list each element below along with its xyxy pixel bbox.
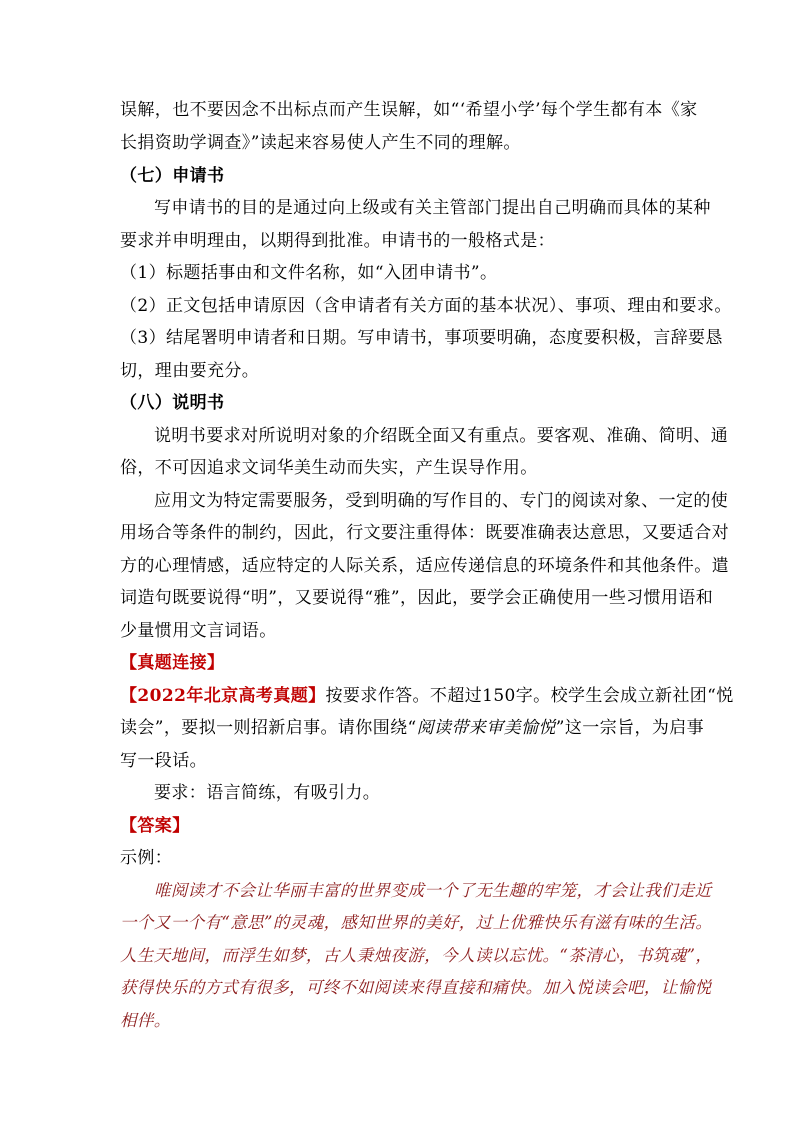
answer-line: 相伴。 (120, 1011, 171, 1030)
answer-line: 一个又一个有“意思”的灵魂，感知世界的美好，过上优雅快乐有滋有味的生活。 (120, 913, 713, 932)
question-source-tag: 【2022年北京高考真题】 (120, 686, 326, 706)
body-line: 应用文为特定需要服务，受到明确的写作目的、专门的阅读对象、一定的使 (154, 491, 729, 511)
answer-line: 人生天地间，而浮生如梦，古人秉烛夜游，今人读以忘忧。“茶清心，书筑魂”， (120, 946, 713, 965)
list-item-2: （2）正文包括申请原因（含申请者有关方面的基本状况）、事项、理由和要求。 (120, 296, 732, 316)
body-line: 说明书要求对所说明对象的介绍既全面又有重点。要客观、准确、简明、通 (154, 426, 729, 446)
body-line: 俗，不可因追求文词华美生动而失实，产生误导作用。 (120, 458, 538, 478)
section-label-real-exam: 【真题连接】 (120, 653, 225, 673)
list-item-1: （1）标题括事由和文件名称，如“入团申请书”。 (120, 263, 498, 283)
question-requirement: 要求：语言简练，有吸引力。 (154, 783, 381, 803)
section-heading-7: （七）申请书 (120, 166, 225, 186)
body-line: 词造句既要说得“明”，又要说得“雅”，因此，要学会正确使用一些习惯用语和 (120, 588, 714, 608)
section-label-answer: 【答案】 (120, 816, 190, 836)
question-theme: 阅读带来审美愉悦 (416, 718, 556, 738)
body-line: 用场合等条件的制约，因此，行文要注重得体：既要准确表达意思，又要适合对 (120, 523, 729, 543)
answer-line: 唯阅读才不会让华丽丰富的世界变成一个了无生趣的牢笼，才会让我们走近 (154, 881, 712, 900)
example-label: 示例： (120, 848, 173, 868)
question-text: 按要求作答。不超过150字。校学生会成立新社团“悦 (325, 686, 734, 706)
body-line: 要求并申明理由，以期得到批准。申请书的一般格式是： (120, 231, 555, 251)
answer-line: 获得快乐的方式有很多，可终不如阅读来得直接和痛快。加入悦读会吧，让愉悦 (120, 978, 712, 997)
body-line: 方的心理情感，适应特定的人际关系，适应传递信息的环境条件和其他条件。遣 (120, 556, 729, 576)
section-heading-8: （八）说明书 (120, 393, 225, 413)
question-text: 读会”，要拟一则招新启事。请你围绕“ (120, 718, 417, 738)
body-line: 长捐资助学调查》”读起来容易使人产生不同的理解。 (120, 133, 521, 153)
question-line-2 (120, 718, 705, 738)
question-line-3: 写一段话。 (120, 751, 207, 771)
body-line: 切，理由要充分。 (120, 361, 260, 381)
list-item-3: （3）结尾署明申请者和日期。写申请书，事项要明确，态度要积极，言辞要恳 (120, 328, 723, 348)
body-line: 少量惯用文言词语。 (120, 621, 277, 641)
question-line-1 (120, 686, 734, 706)
question-text: ”这一宗旨，为启事 (555, 718, 705, 738)
body-line: 误解，也不要因念不出标点而产生误解，如“‘希望小学’每个学生都有本《家 (120, 100, 698, 120)
body-line: 写申请书的目的是通过向上级或有关主管部门提出自己明确而具体的某种 (154, 198, 711, 218)
